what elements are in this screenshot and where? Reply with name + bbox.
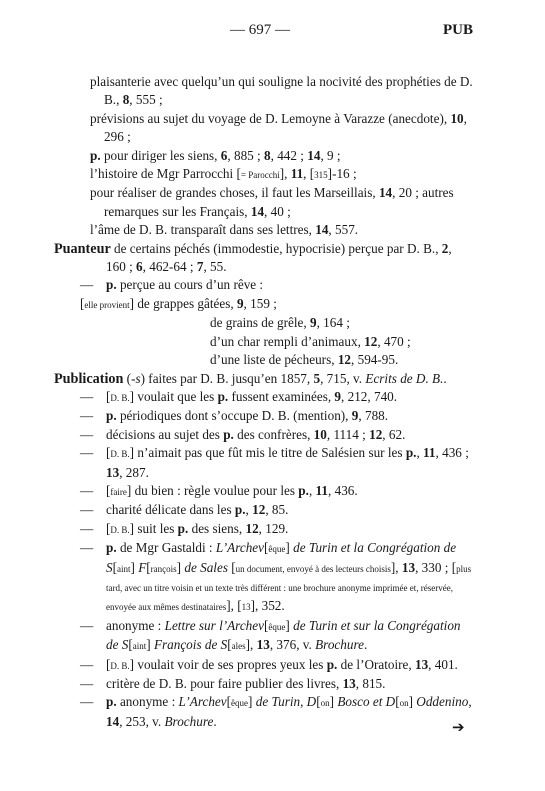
index-entry: d’une liste de pécheurs, 12, 594-95. (210, 352, 399, 368)
page-header (0, 22, 545, 42)
index-entry: d’un char rempli d’animaux, 12, 470 ; (210, 333, 411, 349)
index-entry: — [D. B.] n’aimait pas que fût mis le titre de Salésien sur les p., 11, 436 ; 13, 287. (80, 445, 469, 480)
index-entry: — [D. B.] voulait que les p. fussent examinées, 9, 212, 740. (80, 388, 398, 404)
index-entry: prévisions au sujet du voyage de D. Lemoyne à Varazze (anecdote), 10, 296 ; (90, 110, 467, 145)
index-entry: Puanteur de certains péchés (immodestie, hypocrisie) perçue par D. B., 2, 160 ; 6, 462-64 ; 7, 55. (54, 240, 452, 275)
index-entry: — p. anonyme : L’Archev[êque] de Turin, D[on] Bosco et D[on] Oddenino, 14, 253, v. Brochure. (80, 694, 472, 729)
index-entry: de grains de grêle, 9, 164 ; (210, 315, 350, 331)
index-entry: — [faire] du bien : règle voulue pour les p., 11, 436. (80, 482, 358, 498)
index-entry: l’histoire de Mgr Parrocchi [= Parocchi], 11, [315]-16 ; (90, 166, 357, 182)
index-entry: [elle provient] de grappes gâtées, 9, 159 ; (80, 295, 277, 311)
index-entry: plaisanterie avec quelqu’un qui souligne la nocivité des prophéties de D. B., 8, 555 ; (90, 74, 473, 108)
index-entry: — charité délicate dans les p., 12, 85. (80, 502, 289, 518)
index-entry: — p. de Mgr Gastaldi : L’Archev[êque] de Turin et la Congrégation de S[aint] F[rançois] de Sales [un document, envoyé à des lecteurs choisis], 13, 330 ; [plus tard, avec un titre voisin et un texte très différent : une brochure anonyme imprimée et, réservée, envoyée aux mêmes destinataires], [13], 352. (80, 540, 472, 614)
index-entry: — p. perçue au cours d’un rêve : (80, 277, 264, 293)
index-entry: — décisions au sujet des p. des confrères, 10, 1114 ; 12, 62. (80, 426, 406, 442)
index-entry: Publication (-s) faites par D. B. jusqu’en 1857, 5, 715, v. Ecrits de D. B.. (54, 370, 447, 387)
index-entry: — [D. B.] voulait voir de ses propres yeux les p. de l’Oratoire, 13, 401. (80, 656, 458, 672)
index-entries (54, 73, 474, 731)
page-number: — 697 — (230, 22, 290, 38)
index-entry: l’âme de D. B. transparaît dans ses lettres, 14, 557. (90, 222, 359, 238)
continuation-arrow-icon: ➔ (452, 718, 465, 736)
index-entry: — anonyme : Lettre sur l’Archev[êque] de Turin et sur la Congrégation de S[aint] François de S[ales], 13, 376, v. Brochure. (80, 617, 461, 653)
index-entry: p. pour diriger les siens, 6, 885 ; 8, 442 ; 14, 9 ; (90, 147, 341, 163)
index-entry: pour réaliser de grandes choses, il faut les Marseillais, 14, 20 ; autres remarques sur les Français, 14, 40 ; (90, 185, 454, 219)
index-entry: — critère de D. B. pour faire publier des livres, 13, 815. (80, 676, 386, 691)
index-entry: — p. périodiques dont s’occupe D. B. (mention), 9, 788. (80, 408, 389, 424)
section-tag: PUB (443, 22, 473, 38)
index-entry: — [D. B.] suit les p. des siens, 12, 129. (80, 520, 289, 536)
